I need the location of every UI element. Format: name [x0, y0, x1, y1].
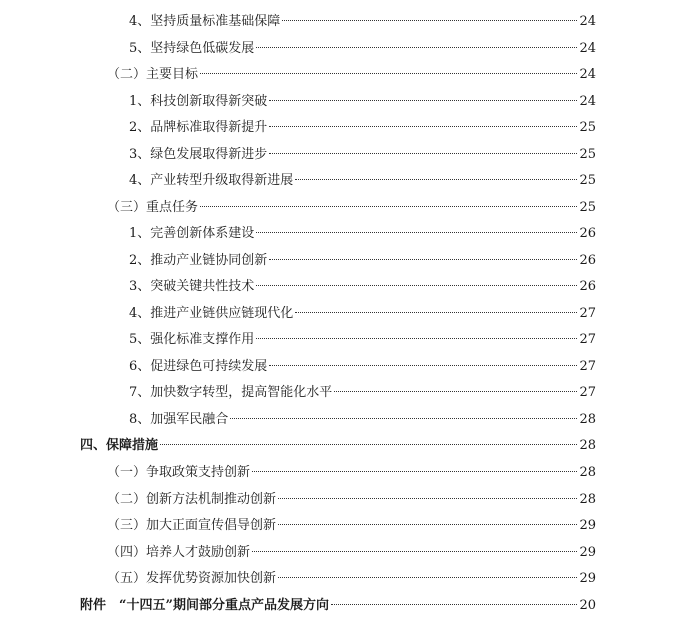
toc-entry[interactable]	[129, 274, 596, 300]
dot-leader	[256, 47, 577, 48]
toc-entry[interactable]	[80, 433, 596, 459]
dot-leader	[160, 444, 577, 445]
toc-entry-page-number: 25	[579, 173, 596, 188]
toc-entry-page-number: 27	[579, 306, 596, 321]
dot-leader	[295, 179, 577, 180]
dot-leader	[269, 100, 577, 101]
toc-entry-title: 3、突破关键共性技术	[129, 279, 255, 294]
toc-entry[interactable]	[129, 327, 596, 353]
toc-entry-title: 1、科技创新取得新突破	[129, 94, 268, 109]
toc-entry[interactable]	[107, 487, 596, 513]
dot-leader	[200, 73, 577, 74]
toc-entry-title: 4、推进产业链供应链现代化	[129, 306, 294, 321]
toc-entry[interactable]	[129, 115, 596, 141]
toc-entry-page-number: 28	[579, 492, 596, 507]
toc-entry[interactable]	[129, 301, 596, 327]
dot-leader	[278, 498, 577, 499]
toc-entry-title: 四、保障措施	[80, 438, 159, 453]
toc-entry-page-number: 25	[579, 147, 596, 162]
dot-leader	[334, 391, 577, 392]
toc-entry[interactable]	[129, 142, 596, 168]
toc-entry-page-number: 28	[579, 412, 596, 427]
toc-entry-page-number: 28	[579, 438, 596, 453]
toc-entry[interactable]	[129, 380, 596, 406]
toc-entry[interactable]	[129, 9, 596, 35]
dot-leader	[269, 153, 577, 154]
toc-entry-title: 1、完善创新体系建设	[129, 226, 255, 241]
toc-entry[interactable]	[129, 248, 596, 274]
dot-leader	[269, 259, 577, 260]
toc-entry-title: 8、加强军民融合	[129, 412, 229, 427]
dot-leader	[230, 418, 577, 419]
dot-leader	[331, 604, 577, 605]
toc-entry-title: 4、坚持质量标准基础保障	[129, 14, 281, 29]
toc-entry-page-number: 28	[579, 465, 596, 480]
toc-entry-title: 3、绿色发展取得新进步	[129, 147, 268, 162]
toc-entry-title: （四）培养人才鼓励创新	[107, 545, 251, 560]
toc-entry-title: 5、坚持绿色低碳发展	[129, 41, 255, 56]
toc-entry-page-number: 24	[579, 94, 596, 109]
toc-entry[interactable]	[80, 593, 596, 619]
toc-entry-page-number: 27	[579, 332, 596, 347]
dot-leader	[200, 206, 577, 207]
toc-entry[interactable]	[129, 168, 596, 194]
dot-leader	[256, 338, 577, 339]
dot-leader	[269, 126, 577, 127]
dot-leader	[256, 285, 577, 286]
toc-entry[interactable]	[107, 566, 596, 592]
toc-entry-page-number: 26	[579, 226, 596, 241]
dot-leader	[278, 577, 577, 578]
dot-leader	[269, 365, 577, 366]
toc-entry[interactable]	[107, 513, 596, 539]
toc-entry-title: （一）争取政策支持创新	[107, 465, 251, 480]
toc-entry-page-number: 29	[579, 545, 596, 560]
toc-entry-page-number: 26	[579, 253, 596, 268]
toc-entry-title: 附件 “十四五”期间部分重点产品发展方向	[80, 598, 329, 613]
toc-entry[interactable]	[107, 460, 596, 486]
toc-entry-page-number: 26	[579, 279, 596, 294]
dot-leader	[282, 20, 577, 21]
toc-entry-page-number: 24	[579, 41, 596, 56]
toc-entry-title: 5、强化标准支撑作用	[129, 332, 255, 347]
toc-entry-title: 4、产业转型升级取得新进展	[129, 173, 294, 188]
toc-entry-title: （三）重点任务	[107, 200, 199, 215]
toc-entry-title: 2、推动产业链协同创新	[129, 253, 268, 268]
toc-entry-title: （三）加大正面宣传倡导创新	[107, 518, 277, 533]
toc-entry[interactable]	[129, 407, 596, 433]
dot-leader	[252, 551, 577, 552]
toc-entry-page-number: 27	[579, 359, 596, 374]
dot-leader	[252, 471, 577, 472]
toc-entry-title: 2、品牌标准取得新提升	[129, 120, 268, 135]
toc-entry-title: 6、促进绿色可持续发展	[129, 359, 268, 374]
dot-leader	[295, 312, 577, 313]
toc-entry-page-number: 25	[579, 200, 596, 215]
toc-entry[interactable]	[129, 221, 596, 247]
toc-entry-title: （五）发挥优势资源加快创新	[107, 571, 277, 586]
toc-entry[interactable]	[129, 36, 596, 62]
toc-entry-page-number: 24	[579, 67, 596, 82]
toc-entry-page-number: 29	[579, 518, 596, 533]
toc-entry[interactable]	[129, 89, 596, 115]
toc-entry-title: 7、加快数字转型，提高智能化水平	[129, 385, 333, 400]
toc-entry-title: （二）主要目标	[107, 67, 199, 82]
dot-leader	[256, 232, 577, 233]
toc-entry-page-number: 27	[579, 385, 596, 400]
toc-entry-title: （二）创新方法机制推动创新	[107, 492, 277, 507]
toc-entry-page-number: 25	[579, 120, 596, 135]
toc-entry-page-number: 24	[579, 14, 596, 29]
dot-leader	[278, 524, 577, 525]
toc-entry[interactable]	[107, 195, 596, 221]
toc-entry[interactable]	[129, 354, 596, 380]
toc-entry-page-number: 20	[579, 598, 596, 613]
toc-entry-page-number: 29	[579, 571, 596, 586]
toc-entry[interactable]	[107, 62, 596, 88]
toc-entry[interactable]	[107, 540, 596, 566]
